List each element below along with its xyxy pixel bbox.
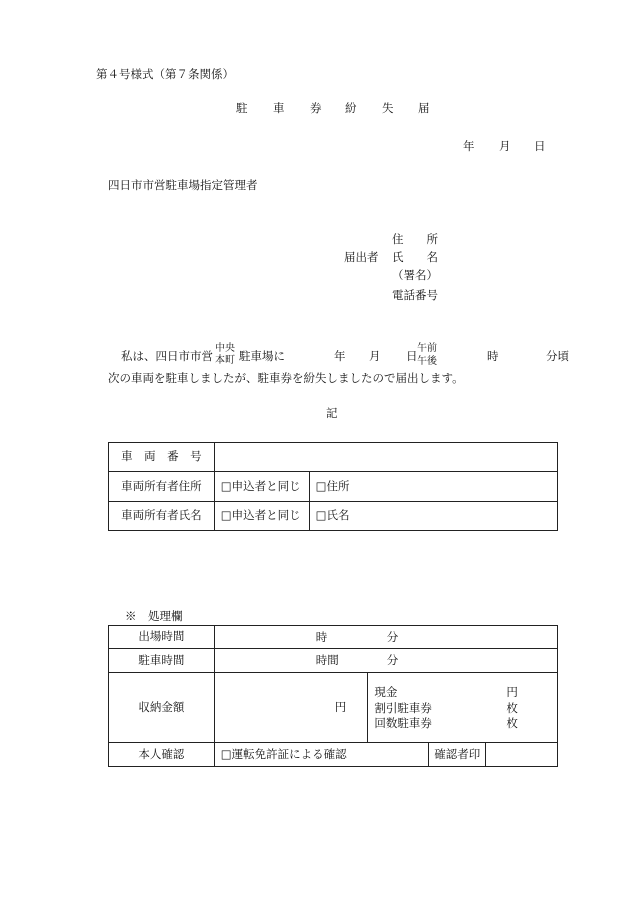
discount-ticket-label: 割引駐車券 — [374, 701, 432, 715]
confirmer-seal-field[interactable] — [486, 743, 558, 767]
table-row — [109, 673, 558, 743]
owner-address-same-checkbox[interactable]: □申込者と同じ — [214, 472, 309, 502]
coupon-ticket-label: 回数駐車券 — [374, 716, 432, 730]
owner-address-label: 車両所有者住所 — [109, 472, 215, 502]
fee-breakdown — [368, 673, 558, 743]
parking-minutes-unit: 分 — [386, 653, 399, 667]
statement-day: 日 — [406, 349, 418, 363]
pm-option: 午後 — [417, 356, 437, 367]
fee-amount-field[interactable] — [214, 673, 368, 743]
addressee: 四日市市営駐車場指定管理者 — [108, 178, 258, 192]
table-row — [109, 443, 558, 472]
processing-table — [108, 625, 558, 767]
notifier-phone-label: 電話番号 — [392, 288, 438, 302]
license-check-checkbox[interactable]: □運転免許証による確認 — [214, 743, 429, 767]
vehicle-table — [108, 442, 558, 531]
title-char: 券 — [310, 101, 322, 115]
coupon-ticket-unit: 枚 — [506, 716, 518, 730]
statement-month: 月 — [369, 349, 381, 363]
parking-hours-unit: 時間 — [315, 653, 339, 667]
cash-label: 現金 — [374, 685, 398, 699]
fee-label: 収納金額 — [109, 673, 215, 743]
title-char: 車 — [273, 101, 285, 115]
table-row — [109, 743, 558, 767]
form-number: 第４号様式（第７条関係） — [96, 67, 234, 81]
table-row — [109, 649, 558, 673]
owner-name-label: 車両所有者氏名 — [109, 502, 215, 531]
exit-time-field[interactable] — [214, 626, 557, 649]
statement-lot-suffix: 駐車場に — [239, 349, 285, 363]
lot-option-honmachi: 本町 — [215, 355, 235, 366]
statement-line2: 次の車両を駐車しましたが、駐車券を紛失しましたので届出します。 — [108, 371, 464, 385]
table-row — [109, 472, 558, 502]
title-char: 駐 — [236, 101, 248, 115]
date-month: 月 — [499, 139, 511, 153]
processing-heading: ※ 処理欄 — [125, 609, 183, 623]
lot-option-chuo: 中央 — [215, 343, 235, 354]
ki-heading: 記 — [326, 406, 338, 420]
plate-label: 車 両 番 号 — [109, 443, 215, 472]
cash-unit: 円 — [506, 685, 518, 699]
table-row — [109, 502, 558, 531]
table-row — [109, 626, 558, 649]
statement-hour: 時 — [487, 349, 499, 363]
notifier-address-label: 住 所 — [392, 232, 438, 246]
parking-time-field[interactable] — [214, 649, 557, 673]
date-year: 年 — [463, 139, 475, 153]
exit-time-label: 出場時間 — [109, 626, 215, 649]
identity-label: 本人確認 — [109, 743, 215, 767]
signature-note: （署名） — [392, 268, 438, 282]
title-char: 届 — [418, 101, 430, 115]
parking-time-label: 駐車時間 — [109, 649, 215, 673]
notifier-name-label: 氏 名 — [392, 250, 438, 264]
am-option: 午前 — [417, 343, 437, 354]
date-day: 日 — [534, 139, 546, 153]
exit-minute-unit: 分 — [386, 630, 399, 644]
confirmer-seal-label: 確認者印 — [429, 743, 486, 767]
notifier-label: 届出者 — [344, 250, 379, 264]
title-char: 失 — [382, 101, 394, 115]
title-char: 紛 — [345, 101, 357, 115]
exit-hour-unit: 時 — [315, 630, 328, 644]
owner-name-field[interactable]: □氏名 — [309, 502, 557, 531]
discount-ticket-unit: 枚 — [506, 701, 518, 715]
owner-name-same-checkbox[interactable]: □申込者と同じ — [214, 502, 309, 531]
statement-prefix: 私は、四日市市営 — [121, 349, 213, 363]
fee-yen-unit: 円 — [334, 700, 347, 714]
statement-minute: 分頃 — [546, 349, 569, 363]
owner-address-field[interactable]: □住所 — [309, 472, 557, 502]
plate-field[interactable] — [214, 443, 557, 472]
statement-year: 年 — [334, 349, 346, 363]
